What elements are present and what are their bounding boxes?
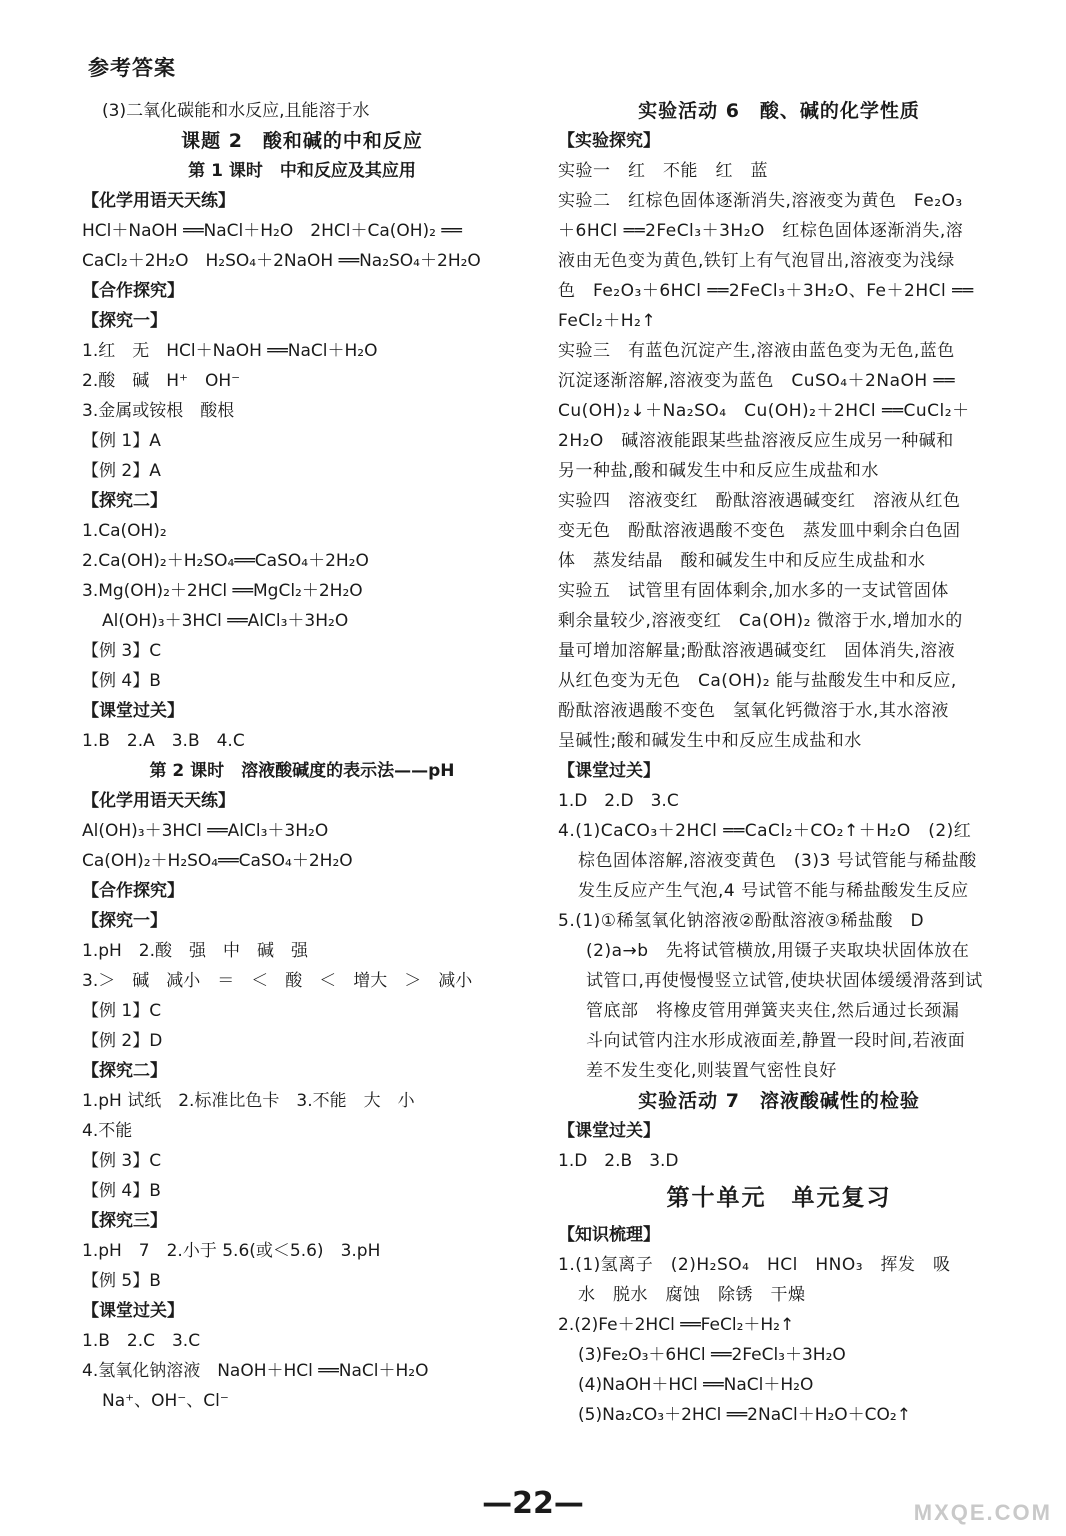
answer-line: (4)NaOH＋HCl ══NaCl＋H₂O [578, 1375, 814, 1395]
answer-line: 4.(1)CaCO₃＋2HCl ══CaCl₂＋CO₂↑＋H₂O (2)红 [558, 821, 972, 841]
answer-line: 发生反应产生气泡,4 号试管不能与稀盐酸发生反应 [578, 881, 969, 901]
answer-line: 体 蒸发结晶 酸和碱发生中和反应生成盐和水 [558, 551, 926, 571]
right-column [558, 96, 1000, 1430]
answer-line: 1.红 无 HCl＋NaOH ══NaCl＋H₂O [82, 341, 378, 361]
answer-line: 水 脱水 腐蚀 除锈 干燥 [578, 1285, 806, 1305]
section-tag: 【课堂过关】 [558, 761, 660, 781]
answer-line: HCl＋NaOH ══NaCl＋H₂O 2HCl＋Ca(OH)₂ ══ [82, 221, 462, 241]
section-tag: 【合作探究】 [82, 881, 184, 901]
answer-line: 实验四 溶液变红 酚酞溶液遇碱变红 溶液从红色 [558, 491, 961, 511]
answer-line: 4.氢氧化钠溶液 NaOH＋HCl ══NaCl＋H₂O [82, 1361, 429, 1381]
section-tag: 【探究二】 [82, 491, 167, 511]
answer-line: Al(OH)₃＋3HCl ══AlCl₃＋3H₂O [102, 611, 349, 631]
answer-line: 差不发生变化,则装置气密性良好 [586, 1061, 837, 1081]
answer-line: 3.＞ 碱 减小 ＝ ＜ 酸 ＜ 增大 ＞ 减小 [82, 971, 473, 991]
answer-line: 1.pH 7 2.小于 5.6(或＜5.6) 3.pH [82, 1241, 381, 1261]
answer-line: 剩余量较少,溶液变红 Ca(OH)₂ 微溶于水,增加水的 [558, 611, 963, 631]
example-answer: 【例 3】C [82, 641, 162, 661]
example-answer: 【例 3】C [82, 1151, 162, 1171]
answer-line: 斗向试管内注水形成液面差,静置一段时间,若液面 [586, 1031, 966, 1051]
answer-line: (5)Na₂CO₃＋2HCl ══2NaCl＋H₂O＋CO₂↑ [578, 1405, 911, 1425]
section-tag: 【化学用语天天练】 [82, 791, 235, 811]
answer-line: Al(OH)₃＋3HCl ══AlCl₃＋3H₂O [82, 821, 329, 841]
answer-line: 1.B 2.C 3.C [82, 1331, 201, 1351]
answer-line: 1.D 2.B 3.D [558, 1151, 679, 1171]
page-header: 参考答案 [88, 56, 176, 80]
answer-line: 1.Ca(OH)₂ [82, 521, 167, 541]
answer-line: (2)a→b 先将试管横放,用镊子夹取块状固体放在 [586, 941, 970, 961]
answer-line: 1.B 2.A 3.B 4.C [82, 731, 245, 751]
answer-line: 另一种盐,酸和碱发生中和反应生成盐和水 [558, 461, 879, 481]
section-tag: 【课堂过关】 [558, 1121, 660, 1141]
section-tag: 【合作探究】 [82, 281, 184, 301]
section-tag: 【探究一】 [82, 311, 167, 331]
answer-line: 2.Ca(OH)₂＋H₂SO₄══CaSO₄＋2H₂O [82, 551, 369, 571]
answer-line: 沉淀逐渐溶解,溶液变为蓝色 CuSO₄＋2NaOH ══ [558, 371, 956, 391]
answer-line: 变无色 酚酞溶液遇酸不变色 蒸发皿中剩余白色固 [558, 521, 961, 541]
lesson-title: 第 1 课时 中和反应及其应用 [188, 161, 416, 181]
answer-line: 2H₂O 碱溶液能跟某些盐溶液反应生成另一种碱和 [558, 431, 954, 451]
example-answer: 【例 1】A [82, 431, 161, 451]
answer-line: 量可增加溶解量;酚酞溶液遇碱变红 固体消失,溶液 [558, 641, 956, 661]
section-title: 课题 2 酸和碱的中和反应 [181, 130, 423, 152]
answer-line: 2.(2)Fe＋2HCl ══FeCl₂＋H₂↑ [558, 1315, 795, 1335]
answer-line: 4.不能 [82, 1121, 133, 1141]
answer-line: 呈碱性;酸和碱发生中和反应生成盐和水 [558, 731, 862, 751]
answer-line: CaCl₂＋2H₂O H₂SO₄＋2NaOH ══Na₂SO₄＋2H₂O [82, 251, 481, 271]
answer-line: 5.(1)①稀氢氧化钠溶液②酚酞溶液③稀盐酸 D [558, 911, 925, 931]
example-answer: 【例 2】A [82, 461, 161, 481]
answer-line: FeCl₂＋H₂↑ [558, 311, 657, 331]
unit-title: 第十单元 单元复习 [666, 1185, 892, 1211]
example-answer: 【例 5】B [82, 1271, 161, 1291]
example-answer: 【例 4】B [82, 671, 161, 691]
answer-line: 从红色变为无色 Ca(OH)₂ 能与盐酸发生中和反应, [558, 671, 957, 691]
answer-line: ＋6HCl ══2FeCl₃＋3H₂O 红棕色固体逐渐消失,溶 [558, 221, 964, 241]
answer-line: 实验一 红 不能 红 蓝 [558, 161, 768, 181]
section-tag: 【课堂过关】 [82, 701, 184, 721]
answer-line: (3)二氧化碳能和水反应,且能溶于水 [102, 101, 370, 121]
example-answer: 【例 1】C [82, 1001, 162, 1021]
section-tag: 【实验探究】 [558, 131, 660, 151]
answer-line: 液由无色变为黄色,铁钉上有气泡冒出,溶液变为浅绿 [558, 251, 955, 271]
section-title: 实验活动 6 酸、碱的化学性质 [638, 100, 920, 122]
answer-line: Ca(OH)₂＋H₂SO₄══CaSO₄＋2H₂O [82, 851, 353, 871]
answer-line: 实验五 试管里有固体剩余,加水多的一支试管固体 [558, 581, 949, 601]
section-title: 实验活动 7 溶液酸碱性的检验 [638, 1090, 920, 1112]
watermark-logo: MXQE.COM [913, 1500, 1052, 1525]
answer-line: 实验三 有蓝色沉淀产生,溶液由蓝色变为无色,蓝色 [558, 341, 955, 361]
answer-line: (3)Fe₂O₃＋6HCl ══2FeCl₃＋3H₂O [578, 1345, 846, 1365]
page-number: —22— [482, 1486, 584, 1521]
section-tag: 【探究二】 [82, 1061, 167, 1081]
section-tag: 【化学用语天天练】 [82, 191, 235, 211]
answer-line: 试管口,再使慢慢竖立试管,使块状固体缓缓滑落到试 [586, 971, 983, 991]
answer-line: 棕色固体溶解,溶液变黄色 (3)3 号试管能与稀盐酸 [578, 851, 977, 871]
answer-line: 1.pH 试纸 2.标准比色卡 3.不能 大 小 [82, 1091, 415, 1111]
section-tag: 【课堂过关】 [82, 1301, 184, 1321]
answer-line: 酚酞溶液遇酸不变色 氢氧化钙微溶于水,其水溶液 [558, 701, 949, 721]
answer-line: 1.D 2.D 3.C [558, 791, 679, 811]
answer-line: Cu(OH)₂↓＋Na₂SO₄ Cu(OH)₂＋2HCl ══CuCl₂＋ [558, 401, 970, 421]
example-answer: 【例 4】B [82, 1181, 161, 1201]
answer-line: 3.Mg(OH)₂＋2HCl ══MgCl₂＋2H₂O [82, 581, 363, 601]
answer-line: 1.pH 2.酸 强 中 碱 强 [82, 941, 309, 961]
left-column [82, 96, 522, 1416]
answer-line: 色 Fe₂O₃＋6HCl ══2FeCl₃＋3H₂O、Fe＋2HCl ══ [558, 281, 974, 301]
example-answer: 【例 2】D [82, 1031, 163, 1051]
answer-line: 管底部 将橡皮管用弹簧夹夹住,然后通过长颈漏 [586, 1001, 960, 1021]
section-tag: 【知识梳理】 [558, 1225, 660, 1245]
answer-line: 1.(1)氢离子 (2)H₂SO₄ HCl HNO₃ 挥发 吸 [558, 1255, 951, 1275]
answer-line: 2.酸 碱 H⁺ OH⁻ [82, 371, 241, 391]
answer-line: 实验二 红棕色固体逐渐消失,溶液变为黄色 Fe₂O₃ [558, 191, 963, 211]
lesson-title: 第 2 课时 溶液酸碱度的表示法——pH [149, 761, 455, 781]
section-tag: 【探究三】 [82, 1211, 167, 1231]
answer-line: 3.金属或铵根 酸根 [82, 401, 235, 421]
section-tag: 【探究一】 [82, 911, 167, 931]
answer-line: Na⁺、OH⁻、Cl⁻ [102, 1391, 229, 1411]
